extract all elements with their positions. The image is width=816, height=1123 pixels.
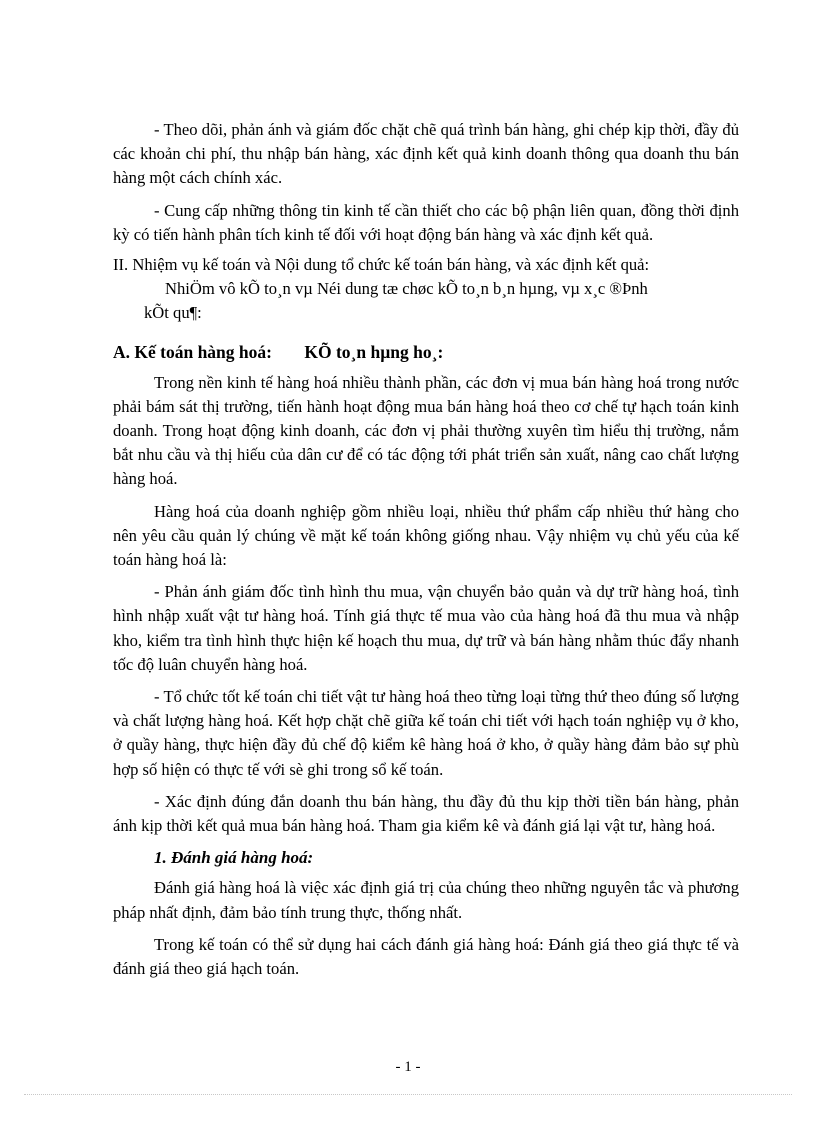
section-ii-garbled-line-1: NhiÖm vô kÕ to¸n vµ Néi dung tæ chøc kÕ to¸n b¸n hµng, vµ x¸c ®Þnh [165, 279, 648, 299]
page-body [113, 118, 739, 981]
section-a-title: A. Kế toán hàng hoá: [113, 341, 272, 362]
paragraph-task-organize: - Tổ chức tốt kế toán chi tiết vật tư hàng hoá theo từng loại từng thứ theo đúng số lượng và chất lượng hàng hoá. Kết hợp chặt chẽ giữa kế toán chi tiết với hạch toán nghiệp vụ ở kho, ở quầy hàng, thực hiện đầy đủ chế độ kiểm kê hàng hoá ở kho, ở quầy hàng đảm bảo sự phù hợp số hiện có thực tế với sè ghi trong sổ kế toán. [113, 687, 739, 779]
paragraph-market-economy: Trong nền kinh tế hàng hoá nhiều thành phần, các đơn vị mua bán hàng hoá trong nước phải bám sát thị trường, tiến hành hoạt động mua bán hàng hoá theo cơ chế tự hạch toán kinh doanh. Trong hoạt động kinh doanh, các đơn vị phải thường xuyên tìm hiểu thị trường, nắm bắt nhu cầu và thị hiếu của dân cư để có tác động tới phát triển sản xuất, nâng cao chất lượng hàng hoá. [113, 372, 739, 489]
page-number: - 1 - [395, 1059, 421, 1075]
paragraph-provide-info: - Cung cấp những thông tin kinh tế cần thiết cho các bộ phận liên quan, đồng thời định kỳ có tiến hành phân tích kinh tế đối với hoạt động bán hàng và xác định kết quả. [113, 200, 739, 244]
paragraph-goods-types: Hàng hoá của doanh nghiệp gồm nhiều loại, nhiều thứ phẩm cấp nhiều thứ hàng cho nên yêu cầu quản lý chúng về mặt kế toán không giống nhau. Vậy nhiệm vụ chủ yếu của kế toán hàng hoá là: [113, 501, 739, 570]
section-ii-garbled-line-2: kÕt qu¶: [144, 303, 202, 323]
section-a-title-garbled: KÕ to¸n hµng ho¸: [304, 341, 444, 362]
paragraph-task-reflect: - Phản ánh giám đốc tình hình thu mua, vận chuyển bảo quản và dự trữ hàng hoá, tình hình nhập xuất vật tư hàng hoá. Tính giá thực tế mua vào của hàng hoá đã thu mua và nhập kho, kiểm tra tình hình thực hiện kế hoạch thu mua, dự trữ và bán hàng nhằm thúc đẩy nhanh tốc độ luân chuyển hàng hoá. [113, 582, 739, 674]
paragraph-task-revenue: - Xác định đúng đắn doanh thu bán hàng, thu đầy đủ thu kịp thời tiền bán hàng, phản ánh kịp thời kết quả mua bán hàng hoá. Tham gia kiểm kê và đánh giá lại vật tư, hàng hoá. [113, 791, 739, 836]
section-ii-heading-garbled [113, 277, 739, 325]
paragraph-valuation-methods: Trong kế toán có thể sử dụng hai cách đánh giá hàng hoá: Đánh giá theo giá thực tế và đánh giá theo giá hạch toán. [113, 934, 739, 979]
section-1-heading: 1. Đánh giá hàng hoá: [154, 848, 314, 868]
footer-divider [24, 1094, 792, 1095]
paragraph-track-sales: - Theo dõi, phản ánh và giám đốc chặt chẽ quá trình bán hàng, ghi chép kịp thời, đầy đủ các khoản chi phí, thu nhập bán hàng, xác định kết quả kinh doanh thông qua doanh thu bán hàng một cách chính xác. [113, 120, 739, 188]
section-ii-heading: II. Nhiệm vụ kế toán và Nội dung tổ chức kế toán bán hàng, và xác định kết quả: [113, 255, 650, 275]
section-a-heading [113, 340, 739, 364]
paragraph-valuation-definition: Đánh giá hàng hoá là việc xác định giá trị của chúng theo những nguyên tắc và phương pháp nhất định, đảm bảo tính trung thực, thống nhất. [113, 878, 739, 922]
